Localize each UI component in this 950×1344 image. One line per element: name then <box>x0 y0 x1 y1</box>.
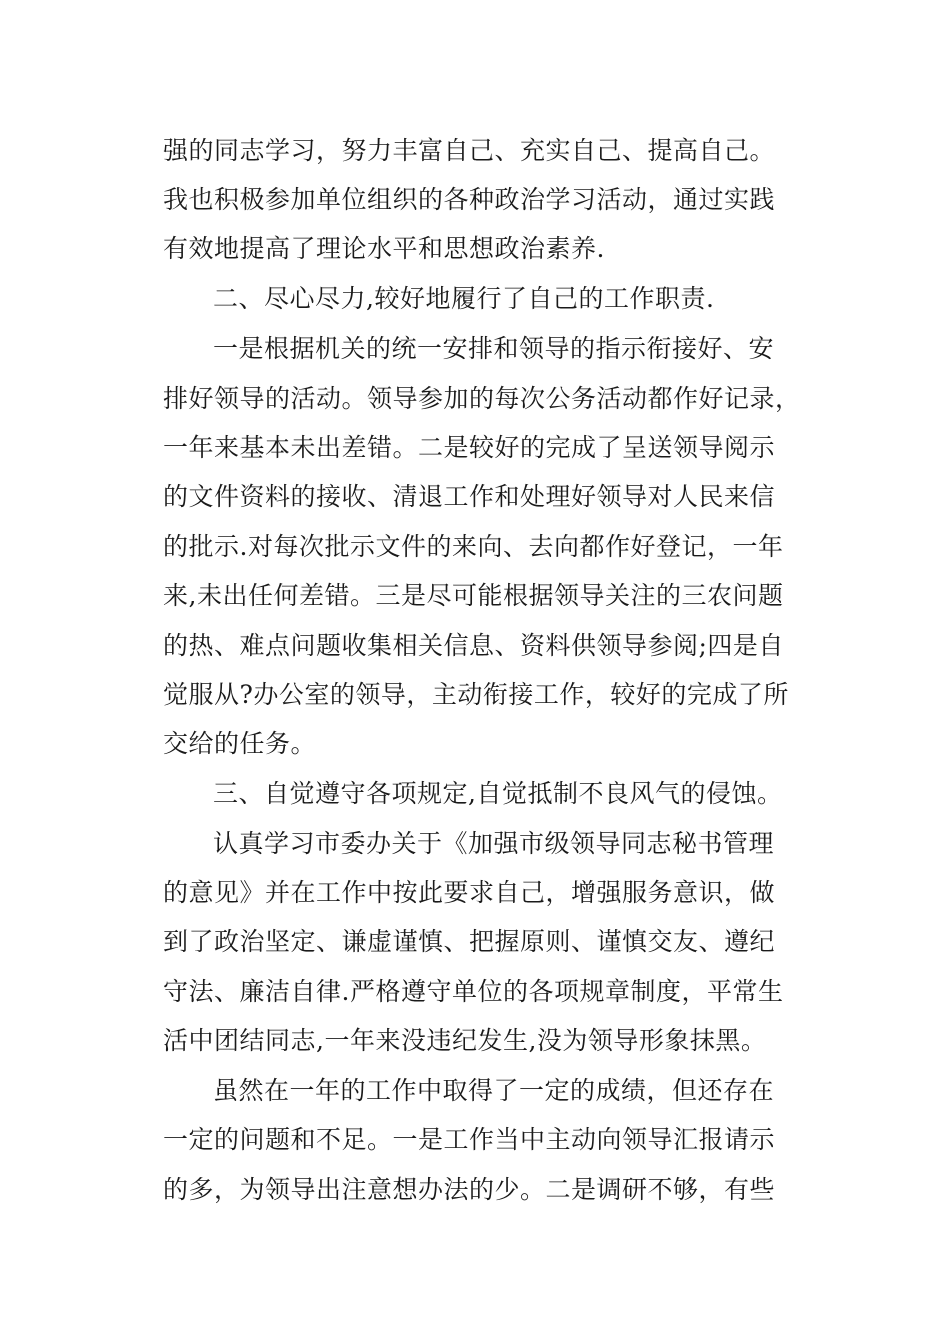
text-line: 来,未出任何差错。三是尽可能根据领导关注的三农问题 <box>163 581 784 610</box>
text-line: 觉服从?办公室的领导，主动衔接工作，较好的完成了所 <box>163 680 789 709</box>
section-heading: 三、自觉遵守各项规定,自觉抵制不良风气的侵蚀。 <box>213 779 783 808</box>
text-line: 我也积极参加单位组织的各种政治学习活动，通过实践 <box>163 185 776 214</box>
text-line: 的批示.对每次批示文件的来向、去向都作好登记，一年 <box>163 532 784 561</box>
text-line: 强的同志学习，努力丰富自己、充实自己、提高自己。 <box>163 136 776 165</box>
text-line: 虽然在一年的工作中取得了一定的成绩，但还存在 <box>213 1076 775 1105</box>
text-line: 的多，为领导出注意想办法的少。二是调研不够，有些 <box>163 1175 776 1204</box>
text-line: 活中团结同志,一年来没违纪发生,没为领导形象抹黑。 <box>163 1026 767 1055</box>
text-line: 一年来基本未出差错。二是较好的完成了呈送领导阅示 <box>163 433 776 462</box>
text-line: 认真学习市委办关于《加强市级领导同志秘书管理 <box>213 829 775 858</box>
text-line: 一定的问题和不足。一是工作当中主动向领导汇报请示 <box>163 1125 776 1154</box>
text-line: 的热、难点问题收集相关信息、资料供领导参阅;四是自 <box>163 631 784 660</box>
text-line: 的意见》并在工作中按此要求自己，增强服务意识，做 <box>163 878 776 907</box>
text-line: 排好领导的活动。领导参加的每次公务活动都作好记录， <box>163 384 801 413</box>
text-line: 到了政治坚定、谦虚谨慎、把握原则、谨慎交友、遵纪 <box>163 927 776 956</box>
text-line: 交给的任务。 <box>163 729 317 758</box>
text-line: 的文件资料的接收、清退工作和处理好领导对人民来信 <box>163 482 776 511</box>
text-line: 一是根据机关的统一安排和领导的指示衔接好、安 <box>213 334 775 363</box>
section-heading: 二、尽心尽力,较好地履行了自己的工作职责. <box>213 284 715 313</box>
text-line: 守法、廉洁自律.严格遵守单位的各项规章制度，平常生 <box>163 977 784 1006</box>
text-line: 有效地提高了理论水平和思想政治素养. <box>163 234 605 263</box>
